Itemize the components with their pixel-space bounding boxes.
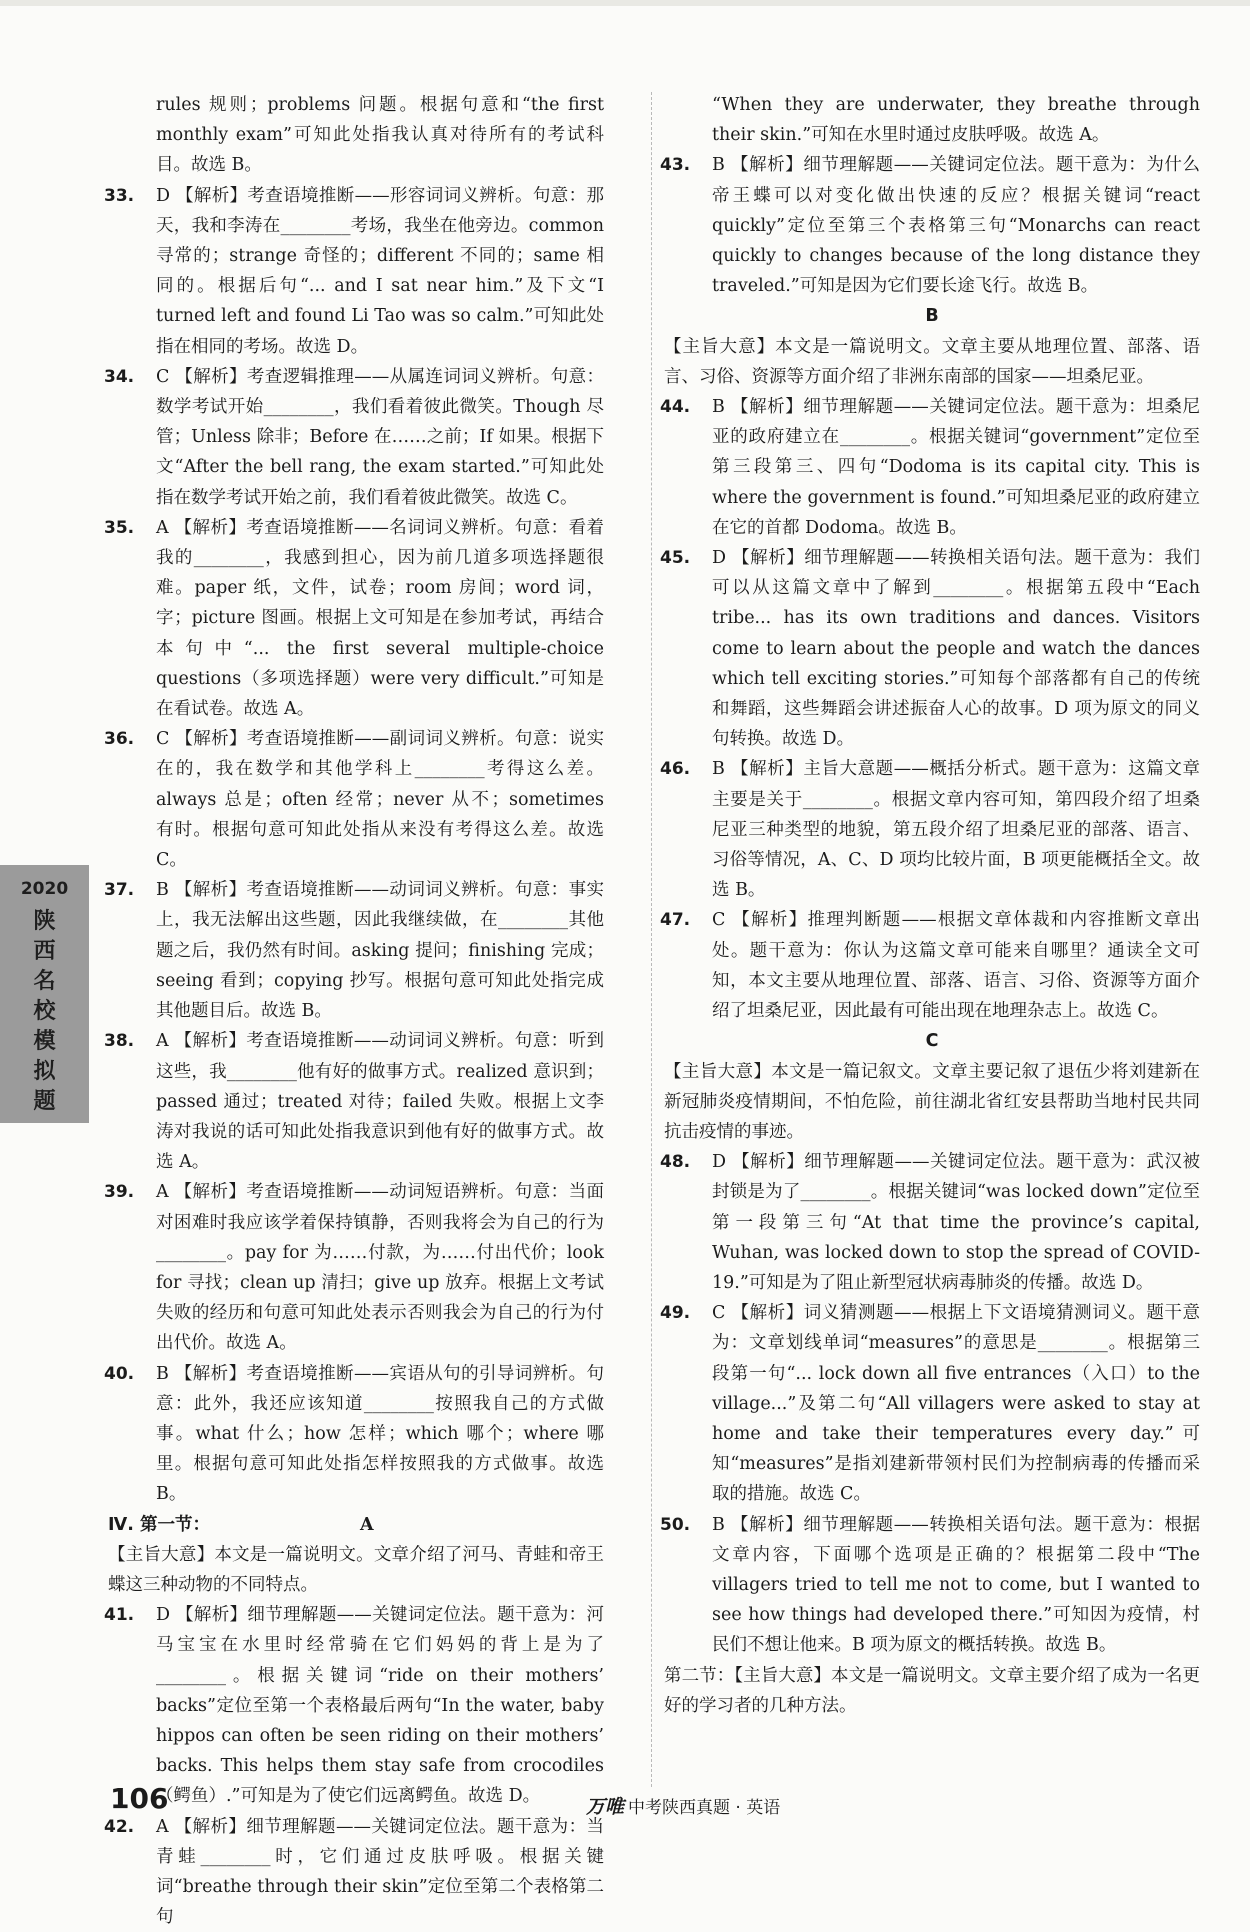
side-tab-title: 陕西名校模拟题 — [33, 909, 56, 1114]
answer-continuation-32: rules 规则；problems 问题。根据句意和“the first monthly exam”可知此处指我认真对待所有的考试科目。故选 B。 — [156, 95, 604, 176]
answer-49: 49. C 【解析】词义猜测题——根据上下文语境猜测词义。题干意为：文章划线单词“measures”的意思是________。根据第三段第一句“... lock down all five entrances（入口）to the village...”及第二句“All villagers were asked to stay at home and take their temperatures every day.”可知“measures”是指刘建新带领村民们为控制病毒的传播而采取的措施。故选 C。 — [660, 1303, 1200, 1505]
right-column — [660, 90, 1200, 1721]
answer-48: 48. D 【解析】细节理解题——关键词定位法。题干意为：武汉被封锁是为了________。根据关键词“was locked down”定位至第一段第三句“At that time the province’s capital, Wuhan, was locked down to stop the spread of COVID-19.”可知是为了阻止新型冠状病毒肺炎的传播。故选 D。 — [660, 1152, 1200, 1293]
main-idea-c: 【主旨大意】本文是一篇记叙文。文章主要记叙了退伍少将刘建新在新冠肺炎疫情期间，不怕危险，前往湖北省红安县帮助当地村民共同抗击疫情的事迹。 — [664, 1061, 1200, 1142]
answer-34: 34. C 【解析】考查逻辑推理——从属连词词义辨析。句意：数学考试开始________，我们看着彼此微笑。Though 尽管；Unless 除非；Before 在……之前；If 如果。根据下文“After the bell rang, the exam started.”可知此处指在数学考试开始之前，我们看着彼此微笑。故选 C。 — [104, 366, 604, 508]
section-two-main-idea: 第二节：【主旨大意】本文是一篇说明文。文章主要介绍了成为一名更好的学习者的几种方法。 — [664, 1665, 1200, 1716]
answer-47: 47. C 【解析】推理判断题——根据文章体裁和内容推断文章出处。题干意为：你认为这篇文章可能来自哪里？通读全文可知，本文主要从地理位置、部落、语言、习俗、资源等方面介绍了坦桑尼亚，因此最有可能出现在地理杂志上。故选 C。 — [660, 910, 1200, 1022]
passage-heading-b: B — [925, 306, 939, 327]
answer-36: 36. C 【解析】考查语境推断——副词词义辨析。句意：说实在的，我在数学和其他学科上________考得这么差。always 总是；often 经常；never 从不；sometimes 有时。根据句意可知此处指从来没有考得这么差。故选 C。 — [104, 729, 604, 871]
answer-41: 41. D 【解析】细节理解题——关键词定位法。题干意为：河马宝宝在水里时经常骑在它们妈妈的背上是为了________。根据关键词“ride on their mothers’ backs”定位至第一个表格最后两句“In the water, baby hippos can often be seen riding on their mothers’ backs. This helps them stay safe from crocodiles（鳄鱼）.”可知是为了使它们远离鳄鱼。故选 D。 — [104, 1605, 604, 1807]
answer-50: 50. B 【解析】细节理解题——转换相关语句法。题干意为：根据文章内容，下面哪个选项是正确的？根据第二段中“The villagers tried to tell me not to come, but I wanted to see how things had developed there.”可知因为疫情，村民们不想让他来。B 项为原文的概括转换。故选 B。 — [660, 1514, 1200, 1656]
passage-heading-c: C — [925, 1031, 939, 1052]
answer-37: 37. B 【解析】考查语境推断——动词词义辨析。句意：事实上，我无法解出这些题，因此我继续做，在________其他题之后，我仍然有时间。asking 提问；finishing 完成；seeing 看到；copying 抄写。根据句意可知此处指完成其他题目后。故选 B。 — [104, 880, 604, 1022]
brand-logo: 万唯 — [586, 1796, 625, 1818]
footer-series: 中考陕西真题 · 英语 — [628, 1798, 781, 1818]
side-tab — [0, 865, 89, 1123]
answer-38: 38. A 【解析】考查语境推断——动词词义辨析。句意：听到这些，我________他有好的做事方式。realized 意识到；passed 通过；treated 对待；failed 失败。根据上文李涛对我说的话可知此处指我意识到他有好的做事方式。故选 A。 — [104, 1031, 604, 1173]
answer-continuation-42: “When they are underwater, they breathe through their skin.”可知在水里时通过皮肤呼吸。故选 A。 — [712, 95, 1200, 146]
section-heading-iv: Ⅳ. 第一节： A — [108, 1514, 374, 1535]
answer-46: 46. B 【解析】主旨大意题——概括分析式。题干意为：这篇文章主要是关于________。根据文章内容可知，第四段介绍了坦桑尼亚三种类型的地貌，第五段介绍了坦桑尼亚的部落、语言、习俗等情况，A、C、D 项均比较片面，B 项更能概括全文。故选 B。 — [660, 759, 1200, 901]
answer-39: 39. A 【解析】考查语境推断——动词短语辨析。句意：当面对困难时我应该学着保持镇静，否则我将会为自己的行为________。pay for 为……付款，为……付出代价；look for 寻找；clean up 清扫；give up 放弃。根据上文考试失败的经历和句意可知此处表示否则我会为自己的行为付出代价。故选 A。 — [104, 1182, 604, 1354]
page-number: 106 — [110, 1782, 169, 1815]
top-edge — [0, 0, 1250, 6]
answer-45: 45. D 【解析】细节理解题——转换相关语句法。题干意为：我们可以从这篇文章中了解到________。根据第五段中“Each tribe... has its own traditions and dances. Visitors come to learn about the people and watch the dances which tell exciting stories.”可知每个部落都有自己的传统和舞蹈，这些舞蹈会讲述振奋人心的故事。D 项为原文的同义句转换。故选 D。 — [660, 548, 1200, 750]
answer-42: 42. A 【解析】细节理解题——关键词定位法。题干意为：当青蛙________时，它们通过皮肤呼吸。根据关键词“breathe through their skin”定位至第二个表格第二句 — [104, 1816, 604, 1928]
main-idea-a: 【主旨大意】本文是一篇说明文。文章介绍了河马、青蛙和帝王蝶这三种动物的不同特点。 — [108, 1544, 604, 1595]
answer-33: 33. D 【解析】考查语境推断——形容词词义辨析。句意：那天，我和李涛在________考场，我坐在他旁边。common 寻常的；strange 奇怪的；different 不同的；same 相同的。根据后句“... and I sat near him.”及下文“I turned left and found Li Tao was so calm.”可知此处指在相同的考场。故选 D。 — [104, 185, 604, 357]
side-tab-year: 2020 — [20, 879, 69, 899]
column-divider — [651, 92, 653, 1787]
answer-43: 43. B 【解析】细节理解题——关键词定位法。题干意为：为什么帝王蝶可以对变化做出快速的反应？根据关键词“react quickly”定位至第三个表格第三句“Monarchs can react quickly to changes because of the long distance they traveled.”可知是因为它们要长途飞行。故选 B。 — [660, 155, 1200, 297]
main-idea-b: 【主旨大意】本文是一篇说明文。文章主要从地理位置、部落、语言、习俗、资源等方面介绍了非洲东南部的国家——坦桑尼亚。 — [664, 336, 1200, 387]
left-column — [104, 90, 604, 1932]
answer-44: 44. B 【解析】细节理解题——关键词定位法。题干意为：坦桑尼亚的政府建立在________。根据关键词“government”定位至第三段第三、四句“Dodoma is its capital city. This is where the government is found.”可知坦桑尼亚的政府建立在它的首都 Dodoma。故选 B。 — [660, 397, 1200, 538]
answer-35: 35. A 【解析】考查语境推断——名词词义辨析。句意：看着我的________，我感到担心，因为前几道多项选择题很难。paper 纸，文件，试卷；room 房间；word 词，字；picture 图画。根据上文可知是在参加考试，再结合本句中“... the first several multiple-choice questions（多项选择题）were very difficult.”可知是在看试卷。故选 A。 — [104, 517, 604, 720]
answer-40: 40. B 【解析】考查语境推断——宾语从句的引导词辨析。句意：此外，我还应该知道________按照我自己的方式做事。what 什么；how 怎样；which 哪个；where 哪里。根据句意可知此处指怎样按照我的方式做事。故选 B。 — [104, 1363, 604, 1505]
footer-brand — [586, 1792, 780, 1823]
